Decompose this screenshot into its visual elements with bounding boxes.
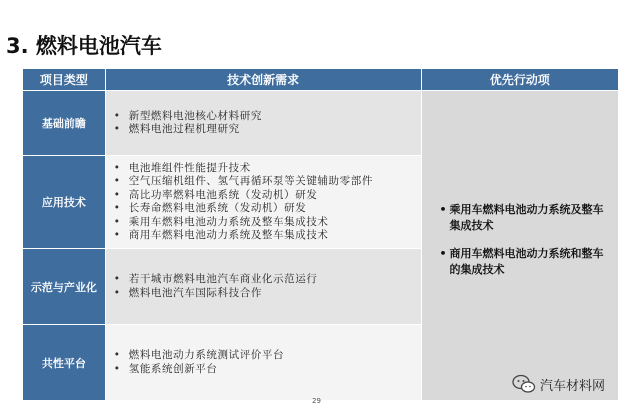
wechat-icon (512, 374, 536, 394)
tech-item: • 氢能系统创新平台 (114, 363, 421, 377)
priority-item: • 商用车燃料电池动力系统和整车的集成技术 (440, 246, 610, 278)
table-row (23, 91, 619, 156)
header-project-type: 项目类型 (23, 69, 106, 91)
watermark-text: 汽车材料网 (540, 378, 606, 394)
priority-item: • 乘用车燃料电池动力系统及整车集成技术 (440, 202, 610, 234)
tech-item: • 长寿命燃料电池系统（发动机）研发 (114, 202, 421, 216)
page-number: 29 (312, 397, 321, 405)
tech-item: • 燃料电池汽车国际科技合作 (114, 287, 421, 301)
category-cell: 共性平台 (23, 325, 106, 401)
innovation-table (22, 68, 619, 401)
tech-item: • 电池堆组件性能提升技术 (114, 162, 421, 176)
watermark (512, 374, 605, 394)
tech-item: • 乘用车燃料电池动力系统及整车集成技术 (114, 216, 421, 230)
category-cell: 示范与产业化 (23, 249, 106, 325)
page-title: 3. 燃料电池汽车 (6, 34, 162, 58)
tech-cell (105, 91, 421, 156)
tech-item: • 新型燃料电池核心材料研究 (114, 110, 421, 124)
header-tech-need: 技术创新需求 (105, 69, 421, 91)
tech-item: • 若干城市燃料电池汽车商业化示范运行 (114, 273, 421, 287)
tech-cell (105, 325, 421, 401)
table-header-row (23, 69, 619, 91)
tech-cell (105, 156, 421, 249)
tech-item: • 商用车燃料电池动力系统及整车集成技术 (114, 229, 421, 243)
priority-cell (421, 91, 618, 401)
category-cell: 基础前瞻 (23, 91, 106, 156)
tech-cell (105, 249, 421, 325)
tech-item: • 燃料电池过程机理研究 (114, 123, 421, 137)
header-priority: 优先行动项 (421, 69, 618, 91)
category-cell: 应用技术 (23, 156, 106, 249)
tech-item: • 燃料电池动力系统测试评价平台 (114, 349, 421, 363)
tech-item: • 高比功率燃料电池系统（发动机）研发 (114, 189, 421, 203)
tech-item: • 空气压缩机组件、氢气再循环泵等关键辅助零部件 (114, 175, 421, 189)
